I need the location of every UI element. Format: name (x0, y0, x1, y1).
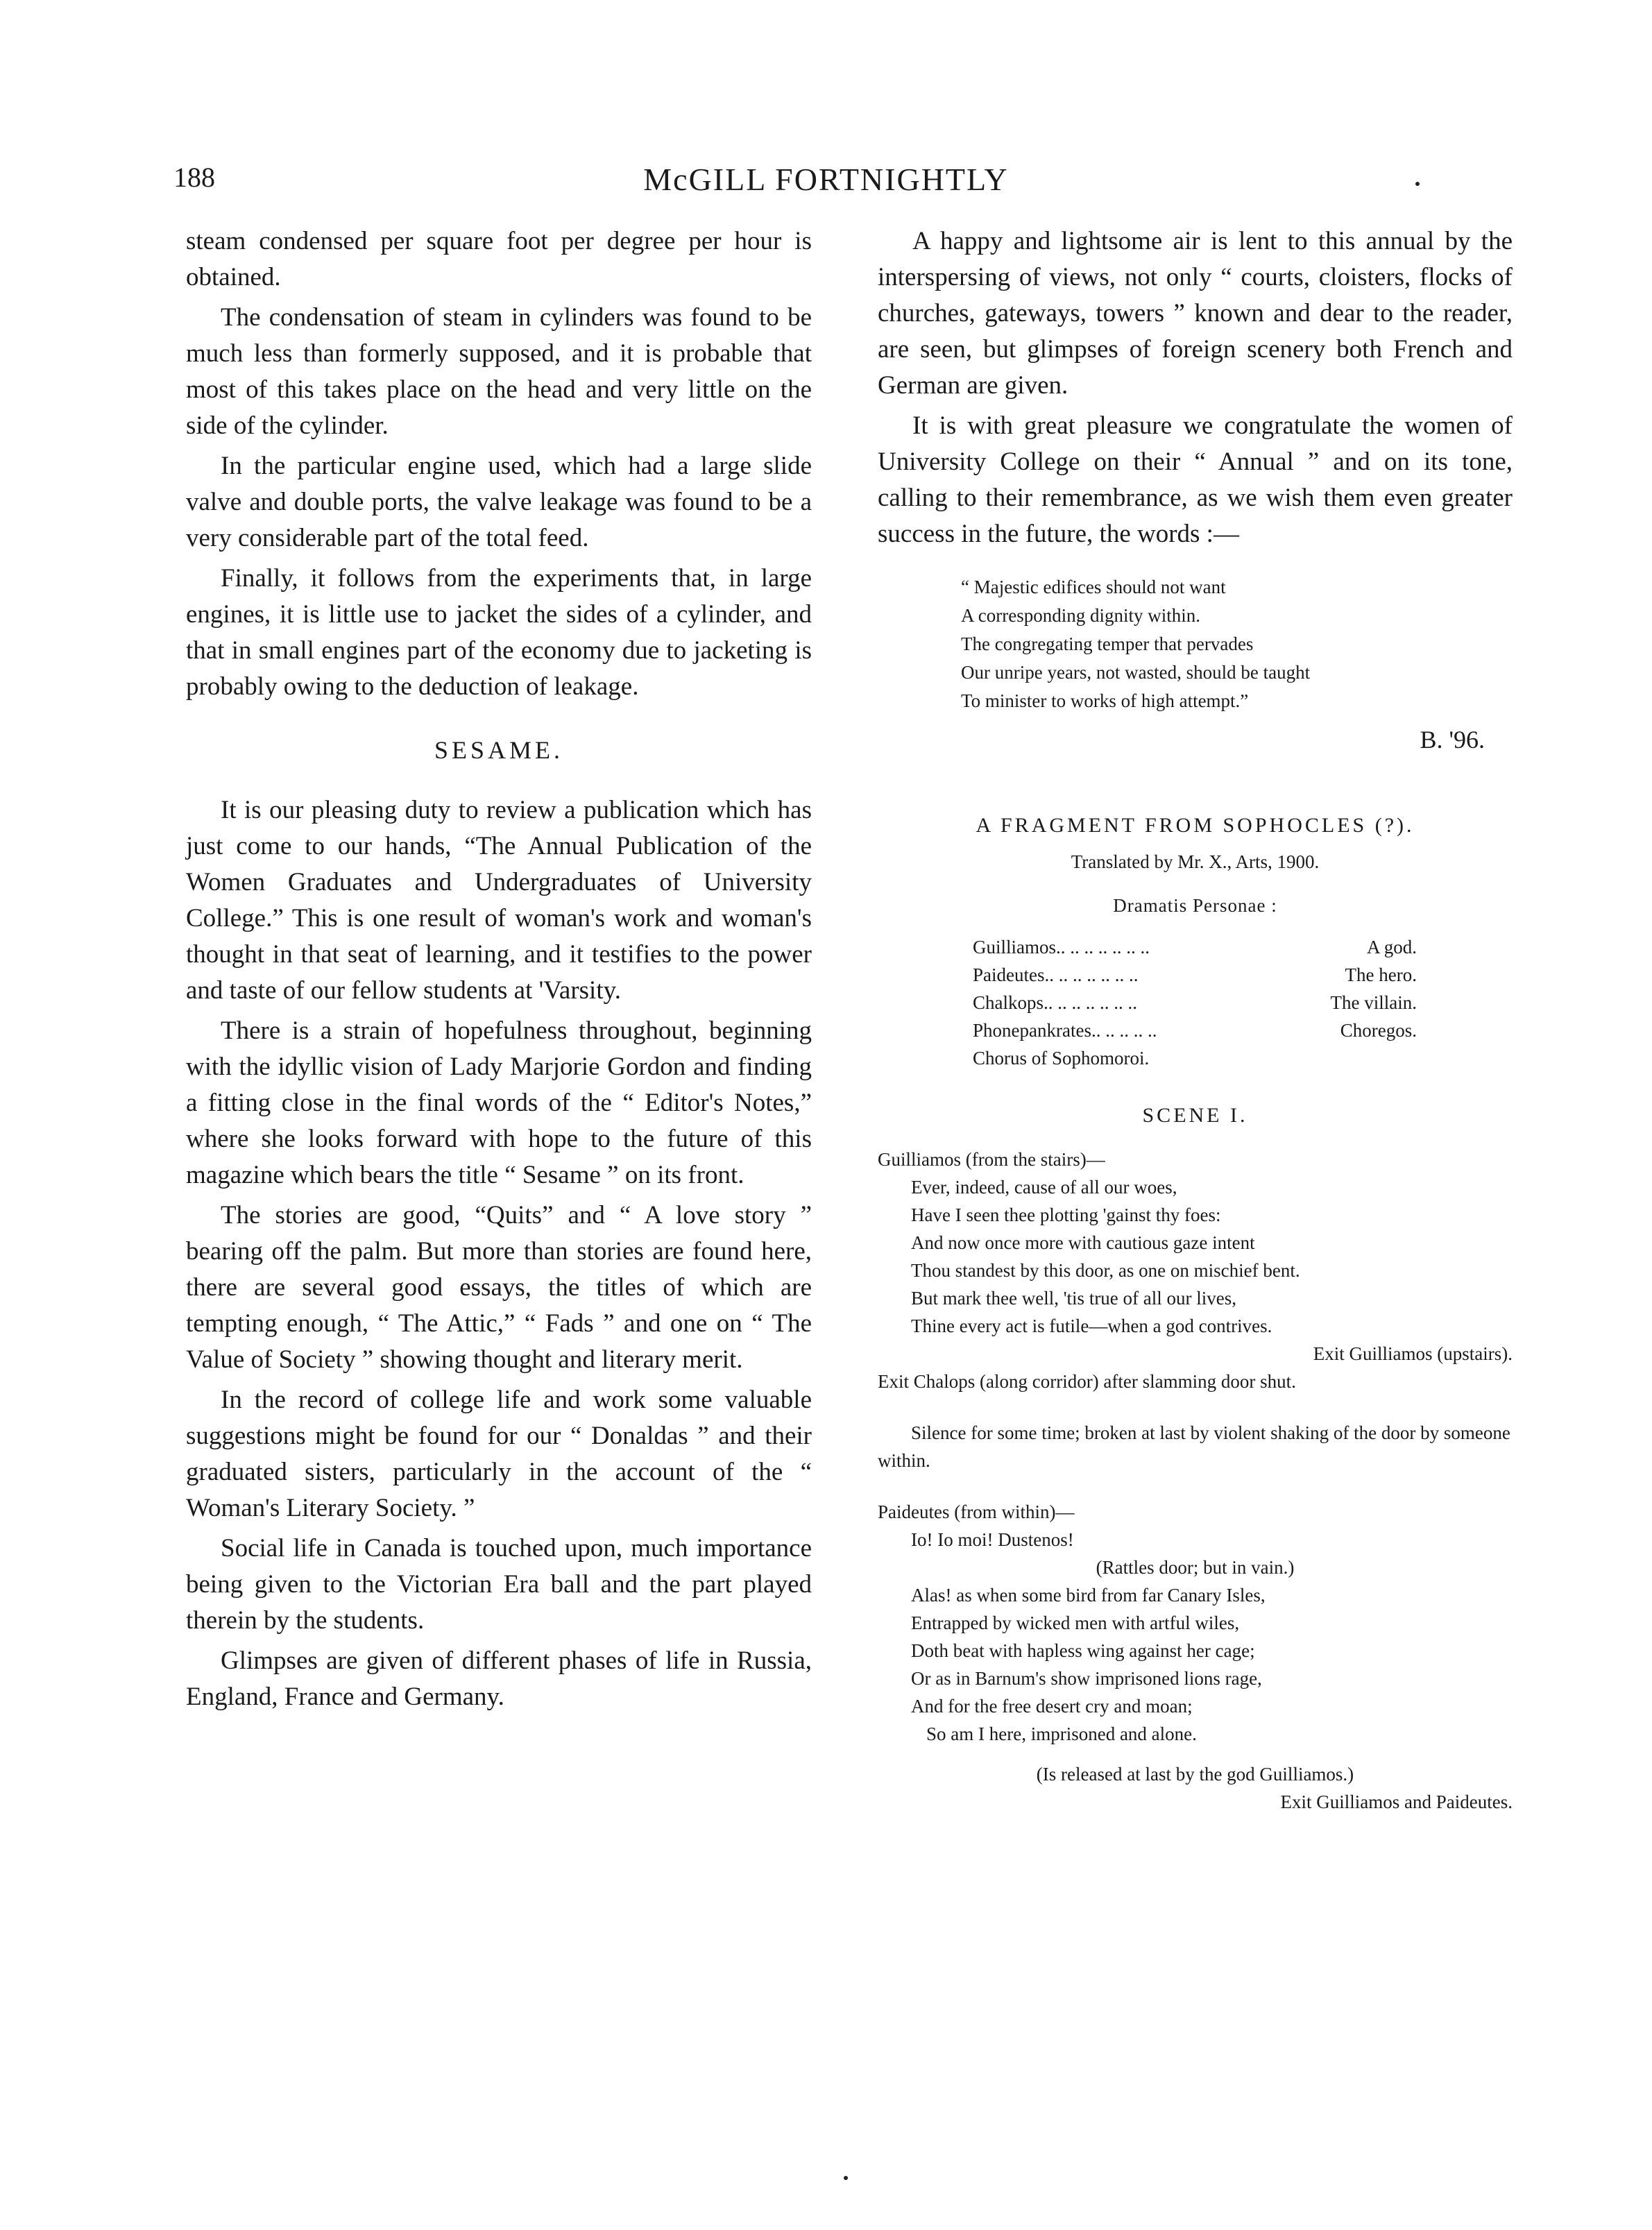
quoted-poem (961, 573, 1513, 715)
cast-name: Paideutes.. .. .. .. .. .. .. (973, 964, 1139, 985)
paragraph: It is with great pleasure we congratulate the women of University College on their “ Annual ” and on its tone, calling to their remembrance, as we wish them even greater success in the future, the words :— (878, 411, 1513, 548)
cast-row (973, 933, 1417, 961)
cast-role: The villain. (1330, 992, 1417, 1013)
cast-role: A god. (1366, 937, 1417, 957)
left-column (186, 223, 812, 1719)
verse-line: Alas! as when some bird from far Canary Isles, (911, 1585, 1266, 1606)
ink-speck (844, 2176, 848, 2180)
cast-name: Phonepankrates.. .. .. .. .. (973, 1020, 1157, 1041)
poem-line: Our unripe years, not wasted, should be taught (961, 662, 1311, 683)
paragraph: There is a strain of hopefulness throughout, beginning with the idyllic vision of Lady Marjorie Gordon and finding a fitting close in the final words of the “ Editor's Notes,” where she looks forward with hope to the future of this magazine which bears the title “ Sesame ” on its front. (186, 1016, 812, 1189)
cast-row (973, 989, 1417, 1016)
paragraph: Glimpses are given of different phases of life in Russia, England, France and Germany. (186, 1646, 812, 1711)
verse-line: Thou standest by this door, as one on mischief bent. (911, 1260, 1300, 1281)
verse-line: Have I seen thee plotting 'gainst thy foes: (911, 1205, 1221, 1225)
stage-direction: Silence for some time; broken at last by violent shaking of the door by someone within. (878, 1422, 1510, 1471)
paragraph: The condensation of steam in cylinders was found to be much less than formerly supposed, and it is probable that most of this takes place on the head and very little on the side of the cylinder. (186, 303, 812, 440)
sesame-heading: SESAME. (434, 736, 564, 764)
translated-by: Translated by Mr. X., Arts, 1900. (1071, 851, 1320, 872)
fragment-title: A FRAGMENT FROM SOPHOCLES (?). (976, 814, 1415, 837)
verse-line: Ever, indeed, cause of all our woes, (911, 1177, 1177, 1198)
poem-line: The congregating temper that pervades (961, 633, 1254, 654)
cast-list (973, 933, 1417, 1072)
paragraph: It is our pleasing duty to review a publication which has just come to our hands, “The Annual Publication of the Women Graduates and Undergraduates of University College.” This is one result of woman's work and woman's thought in that seat of learning, and it testifies to the power and taste of our fellow students at 'Varsity. (186, 796, 812, 1005)
speaker-line: Guilliamos (from the stairs)— (878, 1149, 1105, 1170)
right-column (878, 223, 1513, 1816)
paragraph: Finally, it follows from the experiments that, in large engines, it is little use to jacket the sides of a cylinder, and that in small engines part of the economy due to jacketing is probably owing to the deduction of leakage. (186, 564, 812, 701)
stage-direction: Exit Chalops (along corridor) after slamming door shut. (878, 1371, 1296, 1392)
cast-name: Chalkops.. .. .. .. .. .. .. (973, 992, 1138, 1013)
verse-line: Doth beat with hapless wing against her cage; (911, 1640, 1255, 1661)
poem-line: To minister to works of high attempt.” (961, 690, 1249, 711)
poem-line: A corresponding dignity within. (961, 605, 1200, 626)
running-title: McGILL FORTNIGHTLY (643, 162, 1009, 197)
paragraph: In the particular engine used, which had a large slide valve and double ports, the valve leakage was found to be a very considerable part of the total feed. (186, 452, 812, 552)
dramatis-personae-heading: Dramatis Personae : (1113, 895, 1277, 916)
verse-line: Io! Io moi! Dustenos! (911, 1529, 1074, 1550)
paragraph: The stories are good, “Quits” and “ A love story ” bearing off the palm. But more than stories are found here, there are several good essays, the titles of which are tempting enough, “ The Attic,” “ Fads ” and one on “ The Value of Society ” showing thought and literary merit. (186, 1201, 812, 1374)
verse-line: Entrapped by wicked men with artful wiles, (911, 1612, 1240, 1633)
cast-role: The hero. (1345, 964, 1417, 985)
cast-name: Guilliamos.. .. .. .. .. .. .. (973, 937, 1150, 957)
stage-direction: (Rattles door; but in vain.) (1096, 1557, 1295, 1578)
cast-row (973, 961, 1417, 989)
cast-role: Choregos. (1340, 1020, 1417, 1041)
speaker-line: Paideutes (from within)— (878, 1501, 1075, 1522)
stage-direction: (Is released at last by the god Guilliamos.) (1036, 1764, 1354, 1785)
verse-line: So am I here, imprisoned and alone. (926, 1723, 1197, 1744)
page-header (0, 161, 1652, 203)
spacer (878, 1395, 1513, 1419)
scene-heading: SCENE I. (1142, 1104, 1248, 1127)
poem-line: “ Majestic edifices should not want (961, 577, 1226, 597)
paragraph: A happy and lightsome air is lent to this annual by the interspersing of views, not only “ courts, cloisters, flocks of churches, gateways, towers ” known and dear to the reader, are seen, but glimpses of foreign scenery both French and German are given. (878, 227, 1513, 400)
paragraph: steam condensed per square foot per degree per hour is obtained. (186, 227, 812, 291)
spacer (878, 1474, 1513, 1498)
page-number: 188 (173, 162, 215, 193)
stage-direction: Exit Guilliamos (upstairs). (1313, 1343, 1513, 1364)
ink-speck (1415, 182, 1420, 186)
verse-line: Thine every act is futile—when a god contrives. (911, 1316, 1272, 1336)
stage-direction: Exit Guilliamos and Paideutes. (1280, 1791, 1513, 1812)
verse-line: And now once more with cautious gaze intent (911, 1232, 1255, 1253)
verse-line: Or as in Barnum's show imprisoned lions rage, (911, 1668, 1262, 1689)
cast-row (973, 1044, 1417, 1072)
cast-row (973, 1016, 1417, 1044)
signature: B. '96. (1420, 726, 1485, 754)
paragraph: In the record of college life and work some valuable suggestions might be found for our “ Donaldas ” and their graduated sisters, particularly in the account of the “ Woman's Literary Society. ” (186, 1386, 812, 1522)
verse-line: And for the free desert cry and moan; (911, 1696, 1193, 1717)
cast-name: Chorus of Sophomoroi. (973, 1048, 1150, 1069)
paragraph: Social life in Canada is touched upon, much importance being given to the Victorian Era ball and the part played therein by the students. (186, 1534, 812, 1635)
verse-line: But mark thee well, 'tis true of all our lives, (911, 1288, 1237, 1309)
